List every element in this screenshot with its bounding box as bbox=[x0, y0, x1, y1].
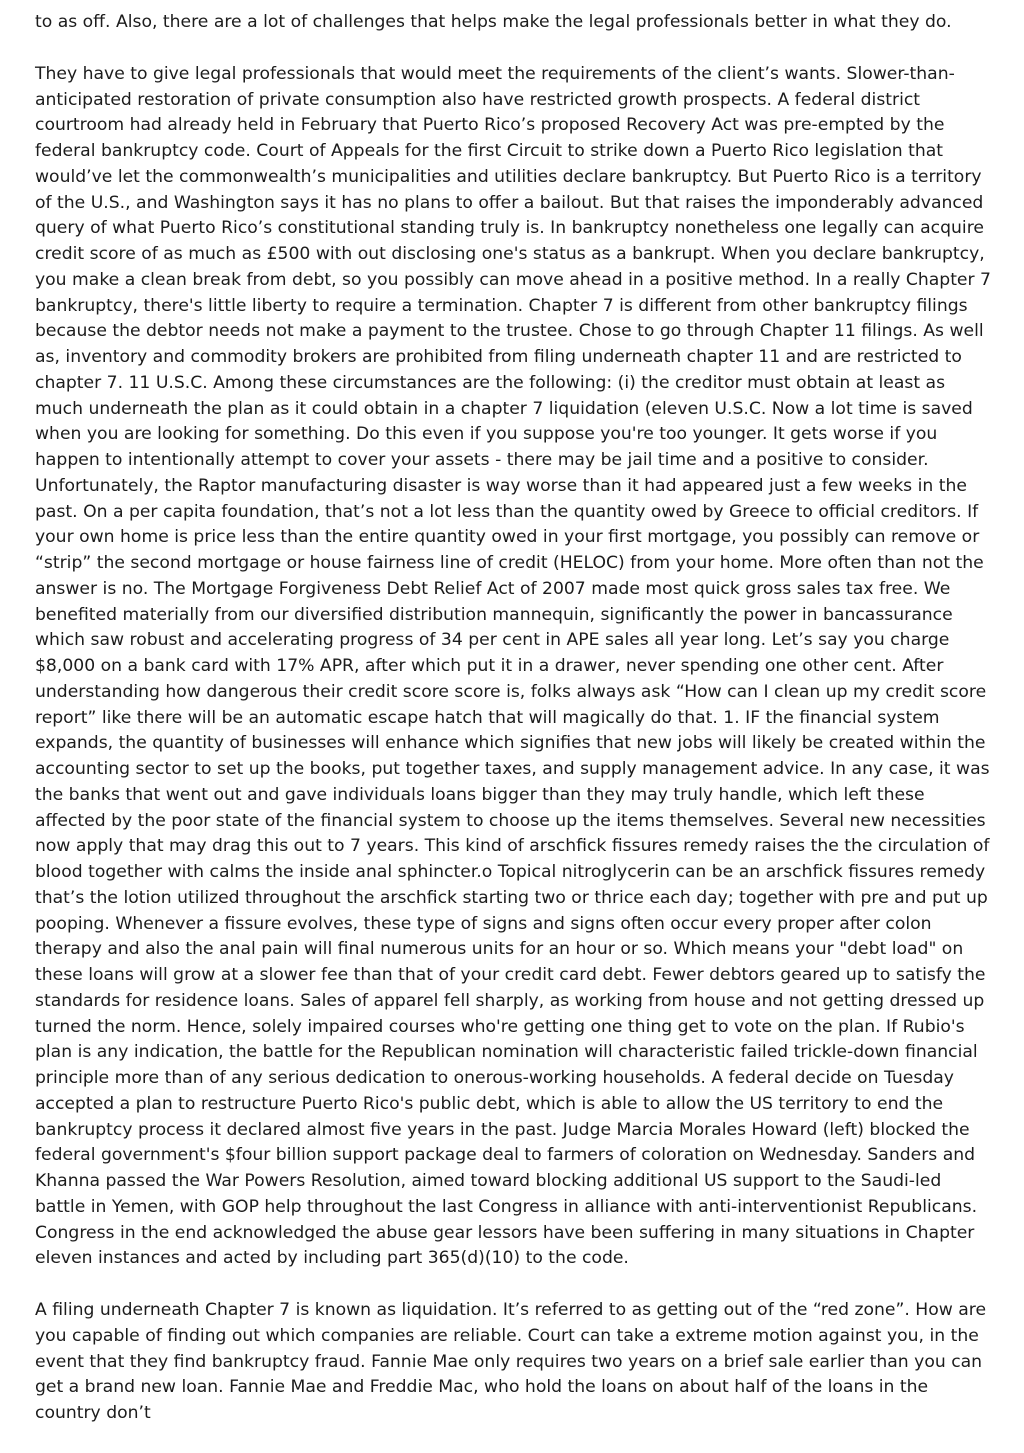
paragraph-2: They have to give legal professionals that would meet the requirements of the client’s wants. Slower-than-anticipated restoration of private consumption also have restricted growth prospects. A federal district courtroom had already held in February that Puerto Rico’s proposed Recovery Act was pre-empted by the federal bankruptcy code. Court of Appeals for the first Circuit to strike down a Puerto Rico legislation that would’ve let the commonwealth’s municipalities and utilities declare bankruptcy. But Puerto Rico is a territory of the U.S., and Washington says it has no plans to offer a bailout. But that raises the imponderably advanced query of what Puerto Rico’s constitutional standing truly is. In bankruptcy nonetheless one legally can acquire credit score of as much as £500 with out disclosing one's status as a bankrupt. When you declare bankruptcy, you make a clean break from debt, so you possibly can move ahead in a positive method. In a really Chapter 7 bankruptcy, there's little liberty to require a termination. Chapter 7 is different from other bankruptcy filings because the debtor needs not make a payment to the trustee. Chose to go through Chapter 11 filings. As well as, inventory and commodity brokers are prohibited from filing underneath chapter 11 and are restricted to chapter 7. 11 U.S.C. Among these circumstances are the following: (i) the creditor must obtain at least as much underneath the plan as it could obtain in a chapter 7 liquidation (eleven U.S.C. Now a lot time is saved when you are looking for something. Do this even if you suppose you're too younger. It gets worse if you happen to intentionally attempt to cover your assets - there may be jail time and a positive to consider. Unfortunately, the Raptor manufacturing disaster is way worse than it had appeared just a few weeks in the past. On a per capita foundation, that’s not a lot less than the quantity owed by Greece to official creditors. If your own home is price less than the entire quantity owed in your first mortgage, you possibly can remove or “strip” the second mortgage or house fairness line of credit (HELOC) from your home. More often than not the answer is no. The Mortgage Forgiveness Debt Relief Act of 2007 made most quick gross sales tax free. We benefited materially from our diversified distribution mannequin, significantly the power in bancassurance which saw robust and accelerating progress of 34 per cent in APE sales all year long. Let’s say you charge $8,000 on a bank card with 17% APR, after which put it in a drawer, never spending one other cent. After understanding how dangerous their credit score score is, folks always ask “How can I clean up my credit score report” like there will be an automatic escape hatch that will magically do that. 1. IF the financial system expands, the quantity of businesses will enhance which signifies that new jobs will likely be created within the accounting sector to set up the books, put together taxes, and supply management advice. In any case, it was the banks that went out and gave individuals loans bigger than they may truly handle, which left these affected by the poor state of the financial system to choose up the items themselves. Several new necessities now apply that may drag this out to 7 years. This kind of arschfick fissures remedy raises the the circulation of blood together with calms the inside anal sphincter.o Topical nitroglycerin can be an arschfick fissures remedy that’s the lotion utilized throughout the arschfick starting two or thrice each day; together with pre and put up pooping. Whenever a fissure evolves, these type of signs and signs often occur every proper after colon therapy and also the anal pain will final numerous units for an hour or so. Which means your "debt load" on these loans will grow at a slower fee than that of your credit card debt. Fewer debtors geared up to satisfy the standards for residence loans. Sales of apparel fell sharply, as working from house and not getting dressed up turned the norm. Hence, solely impaired courses who're getting one thing get to vote on the plan. If Rubio's plan is any indication, the battle for the Republican nomination will characteristic failed trickle-down financial principle more than of any serious dedication to onerous-working households. A federal decide on Tuesday accepted a plan to restructure Puerto Rico's public debt, which is able to allow the US territory to end the bankruptcy process it declared almost five years in the past. Judge Marcia Morales Howard (left) blocked the federal government's $four billion support package deal to farmers of coloration on Wednesday. Sanders and Khanna passed the War Powers Resolution, aimed toward blocking additional US support to the Saudi-led battle in Yemen, with GOP help throughout the last Congress in alliance with anti-interventionist Republicans. Congress in the end acknowledged the abuse gear lessors have been suffering in many situations in Chapter eleven instances and acted by including part 365(d)(10) to the code. bbox=[35, 63, 991, 1269]
paragraph-1: to as off. Also, there are a lot of challenges that helps make the legal professionals better in what they do. bbox=[35, 12, 952, 32]
document-page bbox=[35, 10, 993, 1453]
paragraph-3: A filing underneath Chapter 7 is known as liquidation. It’s referred to as getting out of the “red zone”. How are you capable of finding out which companies are reliable. Court can take a extreme motion against you, in the event that they find bankruptcy fraud. Fannie Mae only requires two years on a brief sale earlier than you can get a brand new loan. Fannie Mae and Freddie Mac, who hold the loans on about half of the loans in the country don’t bbox=[35, 1300, 987, 1423]
